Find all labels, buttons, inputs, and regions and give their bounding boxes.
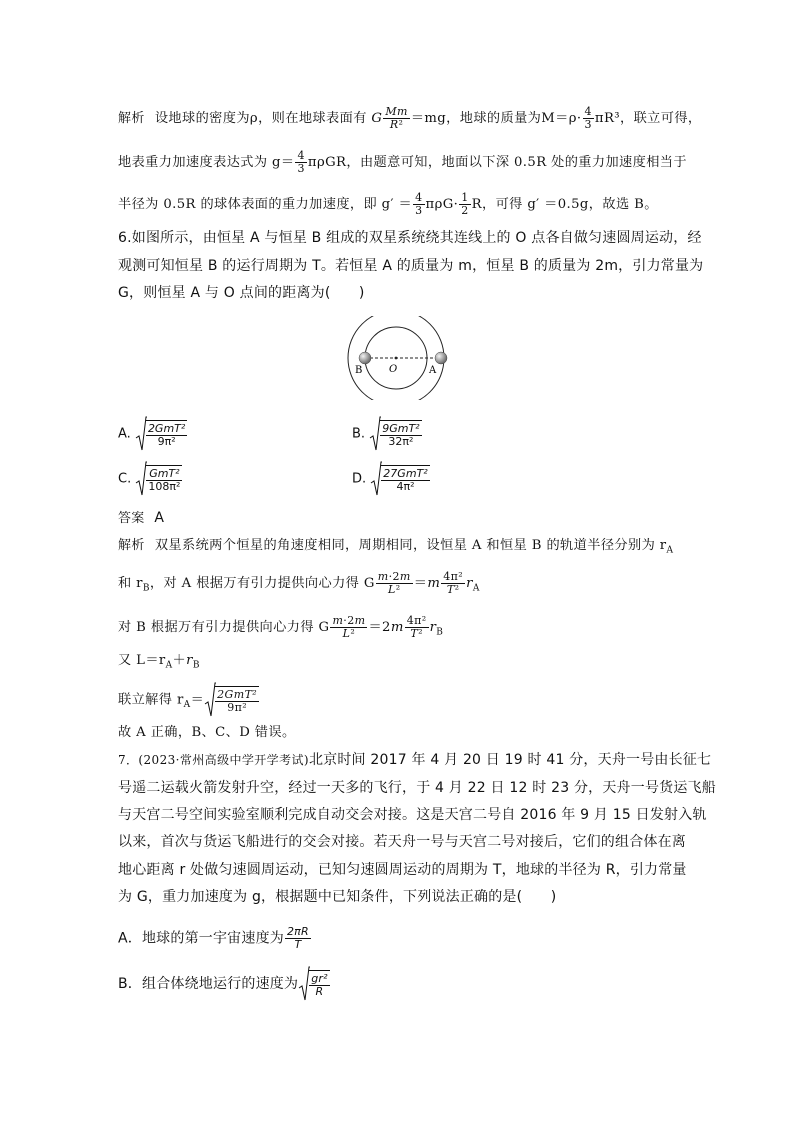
- option-d[interactable]: D. $\frac{\text{27GmT²}}{\text{4π²}}$: [352, 461, 431, 497]
- fraction-mm-r2: $\frac{Mm}{\text{R²}}$: [385, 105, 408, 131]
- answer-label: 答案: [118, 511, 145, 526]
- answer-value: A: [154, 510, 165, 526]
- analysis-line-3: 半径为 0.5R 的球体表面的重力加速度，即 g′ ＝ $\frac{4}{3}$ πρG· $\frac{1}{2}$ R，可得 g′ ＝0.5g，故选 B。: [118, 191, 658, 217]
- star-a-sphere: [435, 352, 447, 364]
- analysis2-line-5: 联立解得 $r_A=$ $\frac{\text{2GmT²}}{\text{9π²}}$: [118, 682, 678, 718]
- q7-line-4: 以来，首次与货运飞船进行的交会对接。若天舟一号与天宫二号对接后，它们的组合体在离: [118, 834, 686, 850]
- q7-line-2: 号遥二运载火箭发射升空，经过一天多的飞行，于 4 月 22 日 12 时 23 分，天舟一号货运飞船: [118, 780, 716, 796]
- analysis-line-1: 解析 设地球的密度为ρ，则在地球表面有 G $\frac{Mm}{\text{R²}}$ ＝mg，地球的质量为M＝ρ· $\frac{4}{3}$ πR³，联立可得，: [118, 105, 702, 131]
- analysis2-line-1: 解析 双星系统两个恒星的角速度相同，周期相同，设恒星 A 和恒星 B 的轨道半径分别为 $r_A$: [118, 538, 674, 556]
- label-o: O: [389, 364, 398, 375]
- q6-line-2: 观测可知恒星 B 的运行周期为 T。若恒星 A 的质量为 m，恒星 B 的质量为 2m，引力常量为: [118, 258, 704, 274]
- analysis-line-2: 地表重力加速度表达式为 g＝ $\frac{4}{3}$ πρGR，由题意可知，地面以下深 0.5R 处的重力加速度相当于: [118, 149, 687, 175]
- fraction-4-3: $\frac{4}{3}$: [297, 149, 305, 175]
- q7-line-3: 与天宫二号空间实验室顺利完成自动交会对接。这是天宫二号自 2016 年 9 月 15 日发射入轨: [118, 807, 707, 823]
- q7-line-6: 为 G，重力加速度为 g，根据题中已知条件，下列说法正确的是( ): [118, 889, 557, 905]
- q7-option-a[interactable]: A．地球的第一宇宙速度为 $\frac{2\pi R}{T}$: [118, 925, 309, 951]
- answer-line: [118, 509, 678, 528]
- analysis2-line-4: 又 $L=r_A+r_B$: [118, 653, 200, 671]
- option-b[interactable]: B. $\frac{\text{9GmT²}}{\text{32π²}}$: [352, 416, 423, 452]
- q7-line-5: 地心距离 r 处做匀速圆周运动，已知匀速圆周运动的周期为 T，地球的半径为 R，引力常量: [118, 862, 687, 878]
- analysis-label: 解析: [118, 111, 145, 126]
- option-a[interactable]: A. $\frac{\text{2GmT²}}{\text{9π²}}$: [118, 416, 188, 452]
- binary-star-diagram: [340, 316, 460, 400]
- fraction-1-2: $\frac{1}{2}$: [461, 191, 469, 217]
- analysis2-line-3: 对 B 根据万有引力提供向心力得 G $\frac{m\cdot 2m}{\text{L²}}$ ＝2m $\frac{\text{4π²}}{\text{T²}}$ $r_B$: [118, 614, 444, 640]
- label-b: B: [355, 365, 363, 376]
- fraction-4-3: $\frac{4}{3}$: [415, 191, 423, 217]
- analysis2-label: 解析: [118, 538, 145, 553]
- label-a: A: [429, 365, 437, 376]
- option-c[interactable]: C. $\frac{\text{GmT²}}{\text{108π²}}$: [118, 461, 183, 497]
- star-b-sphere: [359, 352, 371, 364]
- q7-line-1: 7．(2023·常州高级中学开学考试)北京时间 2017 年 4 月 20 日 19 时 41 分，天舟一号由长征七: [118, 752, 712, 768]
- q6-line-1: 6.如图所示，由恒星 A 与恒星 B 组成的双星系统绕其连线上的 O 点各自做匀速圆周运动，经: [118, 230, 702, 246]
- analysis2-line-6: 故 A 正确，B、C、D 错误。: [118, 725, 296, 740]
- q6-line-3: G，则恒星 A 与 O 点间的距离为( ): [118, 285, 365, 301]
- fraction-4-3: $\frac{4}{3}$: [584, 105, 592, 131]
- analysis2-line-2: 和 $r_B$，对 A 根据万有引力提供向心力得 G $\frac{m\cdot 2m}{\text{L²}}$ ＝m $\frac{\text{4π²}}{\text{T²}}$ $r_A$: [118, 570, 480, 596]
- q7-option-b[interactable]: B．组合体绕地运行的速度为 $\frac{\text{gr²}}{R}$: [118, 966, 678, 1002]
- center-o-dot: [395, 357, 398, 360]
